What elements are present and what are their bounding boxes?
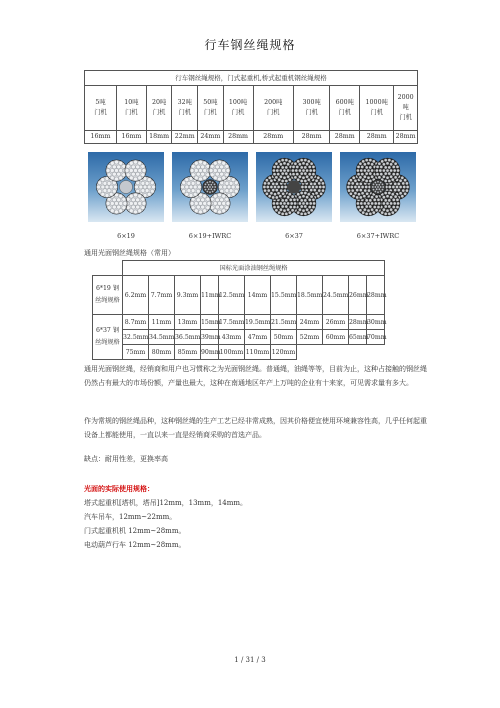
value-cell: 24mm (198, 131, 224, 144)
spec-cell: 85mm (175, 345, 201, 360)
spec-cell: 6.2mm (123, 276, 149, 315)
spec-cell: 26mm (349, 276, 367, 315)
value-cell: 16mm (117, 131, 147, 144)
header-cell: 50吨 门机 (198, 86, 224, 131)
table2-pre-caption: 通用光面钢丝绳规格（常用） (84, 249, 175, 257)
value-cell: 28mm (253, 131, 294, 144)
spec-cell: 11mm (201, 276, 219, 315)
page-title: 行车钢丝绳规格 (204, 38, 296, 52)
rope-6x19-iwrc-image (172, 152, 248, 222)
header-cell: 2000 吨 门机 (394, 86, 418, 131)
value-cell: 28mm (360, 131, 394, 144)
rope-6x19-drawing (88, 152, 164, 222)
header-cell: 100吨 门机 (223, 86, 253, 131)
value-cell: 28mm (394, 131, 418, 144)
value-cell: 16mm (85, 131, 117, 144)
spec-cell: 11mm (149, 315, 175, 330)
spec-cell: 39mm (201, 330, 219, 345)
rope-6x37-drawing (256, 152, 332, 222)
spec-cell: 34.5mm (149, 330, 175, 345)
spec-cell: 8.7mm (123, 315, 149, 330)
spec-cell: 70mm (367, 330, 385, 345)
page-number: 1 / 31 / 3 (234, 656, 266, 664)
value-cell: 28mm (330, 131, 360, 144)
value-cell: 28mm (223, 131, 253, 144)
spec-cell: 21.5mm (271, 315, 297, 330)
spec-cell: 7.7mm (149, 276, 175, 315)
spec-cell: 47mm (245, 330, 271, 345)
spec-cell: 52mm (297, 330, 323, 345)
header-cell: 300吨 门机 (294, 86, 330, 131)
usage-heading: 光面的实际使用规格： (84, 484, 154, 493)
rope-label: 6×37+IWRC (356, 232, 400, 240)
spec-cell: 19.5mm (245, 315, 271, 330)
rope-label: 6×37 (285, 232, 303, 240)
spec-cell: 24.5mm (323, 276, 349, 315)
header-cell: 600吨 门机 (330, 86, 360, 131)
rope-6x37-image (256, 152, 332, 222)
spec-cell: 60mm (323, 330, 349, 345)
usage-hoist: 电动葫芦行车 12mm~28mm。 (84, 541, 186, 549)
usage-truck-crane: 汽车吊车，12mm~22mm。 (84, 513, 177, 521)
header-cell: 10吨 门机 (117, 86, 147, 131)
spec-cell: 120mm (271, 345, 297, 360)
spec-cell: 75mm (123, 345, 149, 360)
usage-tower-crane: 塔式起重机[塔机，塔吊]12mm，13mm，14mm。 (84, 499, 248, 507)
spec-cell: 12.5mm (219, 276, 245, 315)
rope-cross-section-gallery (84, 152, 418, 232)
rope-label: 6×19 (117, 232, 135, 240)
spec-cell: 43mm (219, 330, 245, 345)
table-caption: 行车钢丝绳规格，门式起重机,桥式起重机钢丝绳规格 (85, 71, 418, 86)
spec-cell: 80mm (149, 345, 175, 360)
rope-6x19-iwrc-drawing (172, 152, 248, 222)
spec-cell: 28mm (367, 276, 385, 315)
rope-spec-table (92, 260, 385, 360)
rope-label: 6×19+IWRC (188, 232, 232, 240)
table2-title: 国标光面涂油钢丝绳规格 (123, 261, 385, 276)
spec-cell: 24mm (297, 315, 323, 330)
spec-cell: 50mm (271, 330, 297, 345)
value-cell: 28mm (294, 131, 330, 144)
rope-6x37-iwrc-drawing (340, 152, 416, 222)
row-label: 6*37 钢丝绳规格 (93, 315, 123, 360)
paragraph-drawbacks: 缺点：耐用性差，更换率高 (84, 455, 168, 463)
header-cell: 1000吨 门机 (360, 86, 394, 131)
spec-cell: 32.5mm (123, 330, 149, 345)
spec-cell: 36.5mm (175, 330, 201, 345)
rope-6x19-image (88, 152, 164, 222)
spec-cell: 110mm (245, 345, 271, 360)
crane-rope-spec-table (84, 70, 418, 144)
spec-cell: 17.5mm (219, 315, 245, 330)
header-cell: 200吨 门机 (253, 86, 294, 131)
value-cell: 18mm (146, 131, 172, 144)
spec-cell: 28mm (349, 315, 367, 330)
spec-cell: 65mm (349, 330, 367, 345)
spec-cell: 18.5mm (297, 276, 323, 315)
spec-cell: 90mm (201, 345, 219, 360)
spec-cell: 30mm (367, 315, 385, 330)
row-label: 6*19 钢丝绳规格 (93, 276, 123, 315)
rope-6x37-iwrc-image (340, 152, 416, 222)
paragraph-intro: 通用光面钢丝绳，经销商和用户也习惯称之为光面钢丝绳。普通绳，油绳等等，目前为止，这种占接触的钢丝绳仍然占有最大的市场份额，产量也最大，这种在南通地区年产上万吨的企业有十来家，可见需求量有多大。 (84, 365, 427, 387)
spec-cell: 100mm (219, 345, 245, 360)
spec-cell: 13mm (175, 315, 201, 330)
paragraph-process: 作为常规的钢丝绳品种，这种钢丝绳的生产工艺已经非常成熟，因其价格便宜使用环境兼容性高，几乎任何起重设备上都能使用，一直以来一直是经销商采购的首选产品。 (84, 417, 427, 439)
header-cell: 32吨 门机 (172, 86, 198, 131)
spec-cell: 14mm (245, 276, 271, 315)
value-cell: 22mm (172, 131, 198, 144)
spec-cell: 26mm (323, 315, 349, 330)
spec-cell: 15.5mm (271, 276, 297, 315)
header-cell: 20吨 门机 (146, 86, 172, 131)
spec-cell: 15mm (201, 315, 219, 330)
spec-cell: 9.3mm (175, 276, 201, 315)
usage-gantry-crane: 门式起重机机 12mm~28mm。 (84, 527, 186, 535)
header-cell: 5吨 门机 (85, 86, 117, 131)
